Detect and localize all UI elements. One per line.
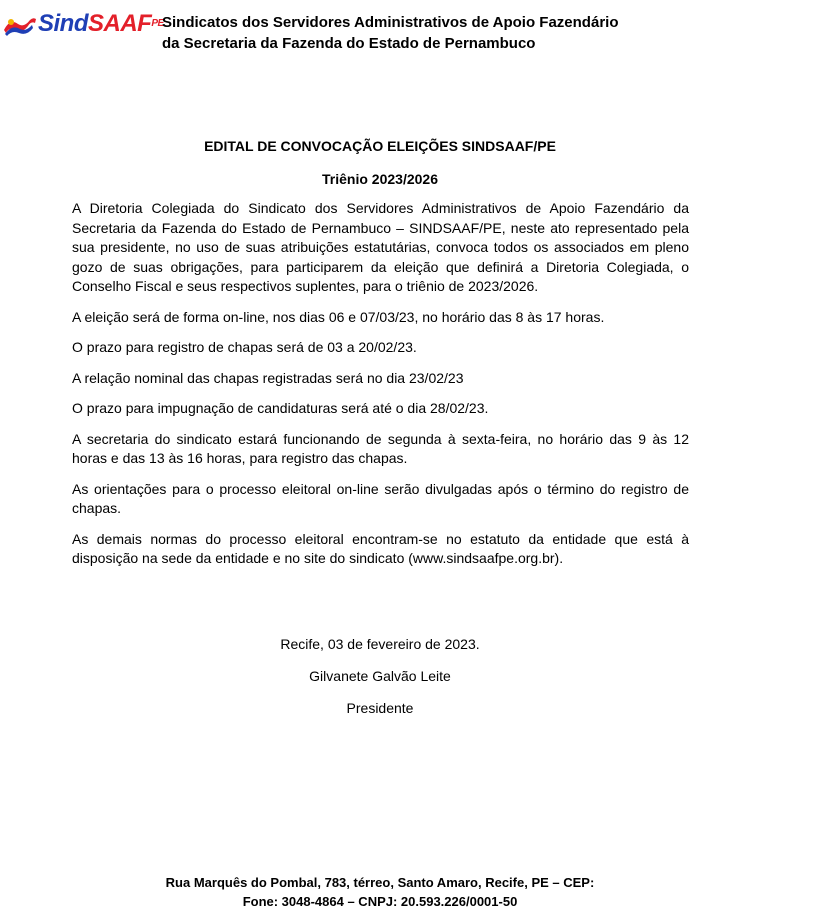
- paragraph: O prazo para impugnação de candidaturas será até o dia 28/02/23.: [72, 400, 489, 416]
- logo-saaf: SAAF: [88, 10, 152, 37]
- paragraph: As orientações para o processo eleitoral on-line serão divulgadas após o término do registro de chapas.: [72, 480, 689, 516]
- logo-pe: PE: [151, 18, 164, 29]
- signatory-role: Presidente: [346, 700, 414, 716]
- footer: [0, 873, 760, 911]
- signature-block: [0, 634, 760, 730]
- waving-hand-logo-icon: [2, 14, 38, 38]
- document-title: EDITAL DE CONVOCAÇÃO ELEIÇÕES SINDSAAF/PE: [204, 138, 556, 154]
- footer-contact: Fone: 3048-4864 – CNPJ: 20.593.226/0001-50: [242, 894, 518, 909]
- paragraph: A relação nominal das chapas registradas será no dia 23/02/23: [72, 369, 464, 386]
- footer-address: Rua Marquês do Pombal, 783, térreo, Santo Amaro, Recife, PE – CEP:: [165, 875, 595, 890]
- document-body: [72, 199, 689, 580]
- logo-wordmark: [38, 10, 164, 38]
- organization-name: Sindicatos dos Servidores Administrativos de Apoio Fazendário da Secretaria da Fazenda do Estado de Pernambuco: [162, 14, 619, 52]
- paragraph: A secretaria do sindicato estará funcionando de segunda à sexta-feira, no horário das 9 às 12 horas e das 13 às 16 horas, para registro das chapas.: [72, 430, 689, 466]
- paragraph: As demais normas do processo eleitoral encontram-se no estatuto da entidade que está à disposição na sede da entidade e no site do sindicato (www.sindsaafpe.org.br).: [72, 530, 689, 566]
- paragraph: A Diretoria Colegiada do Sindicato dos Servidores Administrativos de Apoio Fazendário da Secretaria da Fazenda do Estado de Pernambuco – SINDSAAF/PE, neste ato representado pela sua presidente, no uso de suas atribuições estatutárias, convoca todos os associados em pleno gozo de suas obrigações, para participarem da eleição que definirá a Diretoria Colegiada, o Conselho Fiscal e seus respectivos suplentes, para o triênio de 2023/2026.: [72, 200, 689, 294]
- letterhead: [0, 8, 822, 78]
- logo-sind: Sind: [38, 10, 88, 37]
- paragraph: O prazo para registro de chapas será de 03 a 20/02/23.: [72, 339, 417, 355]
- sindsaaf-logo: [2, 10, 164, 42]
- place-date: Recife, 03 de fevereiro de 2023.: [280, 636, 480, 652]
- paragraph: A eleição será de forma on-line, nos dias 06 e 07/03/23, no horário das 8 às 17 horas.: [72, 308, 605, 325]
- signatory-name: Gilvanete Galvão Leite: [309, 668, 451, 684]
- document-subtitle: Triênio 2023/2026: [322, 171, 438, 187]
